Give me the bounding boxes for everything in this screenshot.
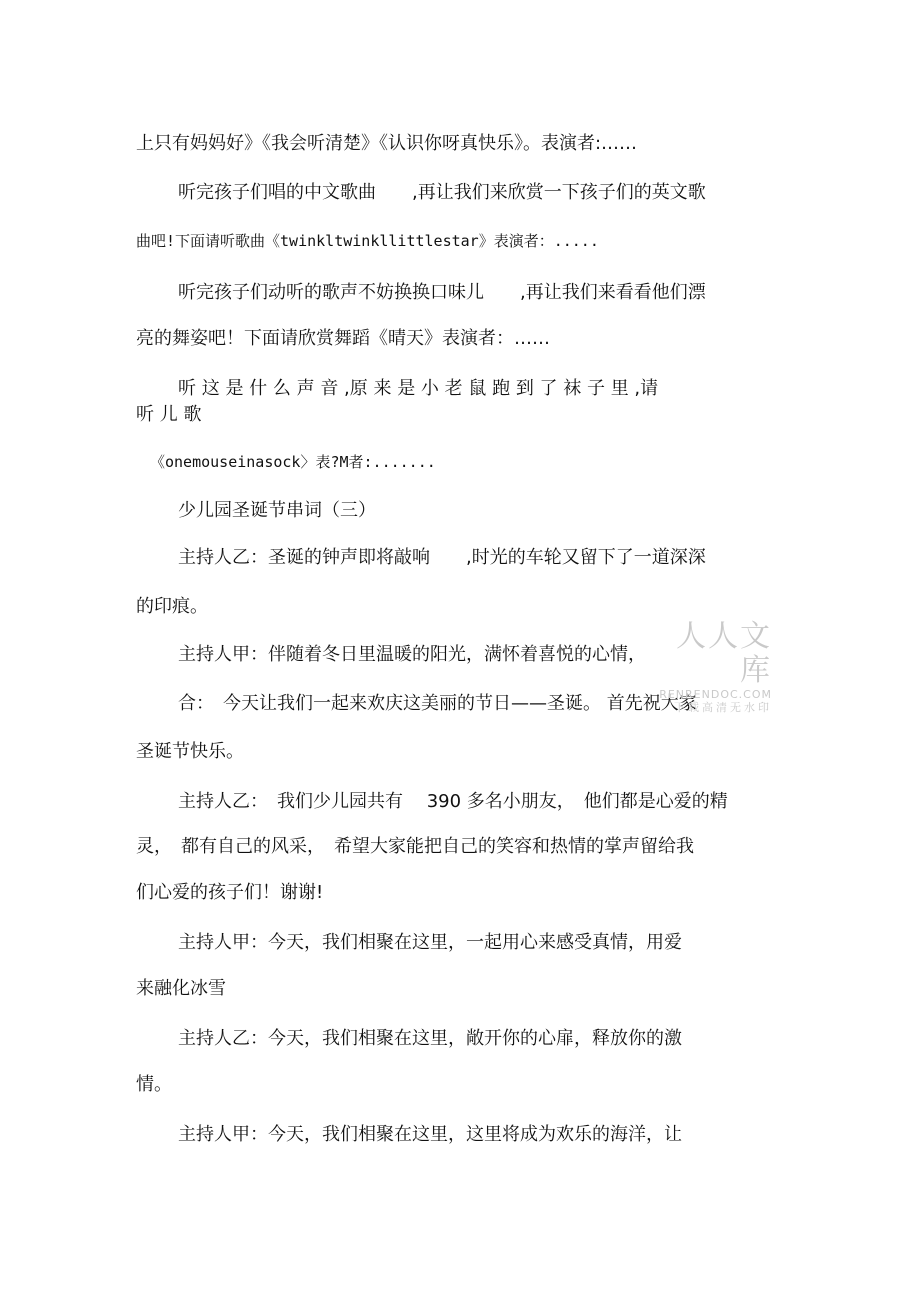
text-line-6: 听 这 是 什 么 声 音 ,原 来 是 小 老 鼠 跑 到 了 袜 子 里 ,请	[178, 378, 659, 399]
watermark	[648, 620, 772, 714]
text-line-18: 主持人甲：今天，我们相聚在这里，一起用心来感受真情，用爱	[178, 932, 682, 953]
text-line-1: 上只有妈妈好》《我会听清楚》《认识你呀真快乐》。表演者:……	[136, 133, 638, 154]
text-line-4: 听完孩子们动听的歌声不妨换换口味儿 ,再让我们来看看他们漂	[178, 282, 706, 303]
text-line-21: 情。	[136, 1074, 172, 1095]
text-line-15: 主持人乙： 我们少儿园共有 390 多名小朋友， 他们都是心爱的精	[178, 791, 728, 812]
text-line-2: 听完孩子们唱的中文歌曲 ,再让我们来欣赏一下孩子们的英文歌	[178, 182, 706, 203]
text-line-8: 《onemouseinasock〉表?M者:.......	[150, 453, 436, 471]
text-line-13: 合： 今天让我们一起来欢庆这美丽的节日——圣诞。 首先祝大家	[178, 693, 697, 714]
watermark-title: 人人文库	[676, 619, 772, 688]
text-line-14: 圣诞节快乐。	[136, 741, 244, 762]
text-line-20: 主持人乙：今天，我们相聚在这里，敞开你的心扉，释放你的激	[178, 1028, 682, 1049]
text-line-5: 亮的舞姿吧！下面请欣赏舞蹈《晴天》表演者：……	[136, 328, 550, 349]
text-line-11: 的印痕。	[136, 596, 208, 617]
text-line-16: 灵， 都有自己的风采， 希望大家能把自己的笑容和热情的掌声留给我	[136, 836, 694, 857]
text-line-22: 主持人甲：今天，我们相聚在这里，这里将成为欢乐的海洋，让	[178, 1124, 682, 1145]
section-heading: 少儿园圣诞节串词（三）	[178, 500, 376, 521]
text-line-3: 曲吧!下面请听歌曲《twinkltwinkllittlestar》表演者：.....	[136, 232, 599, 250]
text-line-12: 主持人甲：伴随着冬日里温暖的阳光，满怀着喜悦的心情，	[178, 644, 646, 665]
text-line-17: 们心爱的孩子们！谢谢!	[136, 882, 324, 903]
text-line-7: 听 儿 歌	[136, 404, 202, 425]
watermark-url: RENRENDOC.COM	[659, 688, 772, 701]
text-line-10: 主持人乙：圣诞的钟声即将敲响 ,时光的车轮又留下了一道深深	[178, 547, 706, 568]
text-line-19: 来融化冰雪	[136, 978, 226, 999]
watermark-subtitle: 下载高清无水印	[674, 701, 772, 714]
